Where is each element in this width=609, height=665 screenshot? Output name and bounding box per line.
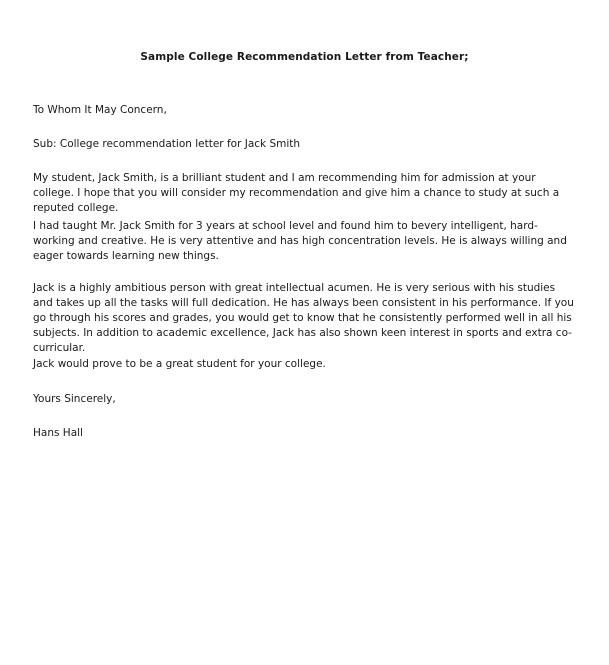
subject-line: Sub: College recommendation letter for Jack Smith xyxy=(33,138,301,150)
document-title: Sample College Recommendation Letter from Teacher; xyxy=(140,51,469,63)
signature-name: Hans Hall xyxy=(33,427,83,439)
paragraph-teaching-experience: I had taught Mr. Jack Smith for 3 years at school level and found him to bevery intelligent, hard-working and creative. He is very attentive and has high concentration levels. He is always willing and eager towards learning new things. xyxy=(33,220,567,262)
paragraph-student-qualities: Jack is a highly ambitious person with great intellectual acumen. He is very serious with his studies and takes up all the tasks will full dedication. He has always been consistent in his performance. If you go through his scores and grades, you would get to know that he consistently performed well in all his subjects. In addition to academic excellence, Jack has also shown keen interest in sports and extra co-curricular. xyxy=(33,282,574,354)
closing-line: Yours Sincerely, xyxy=(33,393,116,405)
paragraph-conclusion: Jack would prove to be a great student for your college. xyxy=(33,358,326,370)
greeting: To Whom It May Concern, xyxy=(33,104,167,116)
paragraph-introduction: My student, Jack Smith, is a brilliant student and I am recommending him for admission at your college. I hope that you will consider my recommendation and give him a chance to study at such a reputed college. xyxy=(33,172,560,214)
